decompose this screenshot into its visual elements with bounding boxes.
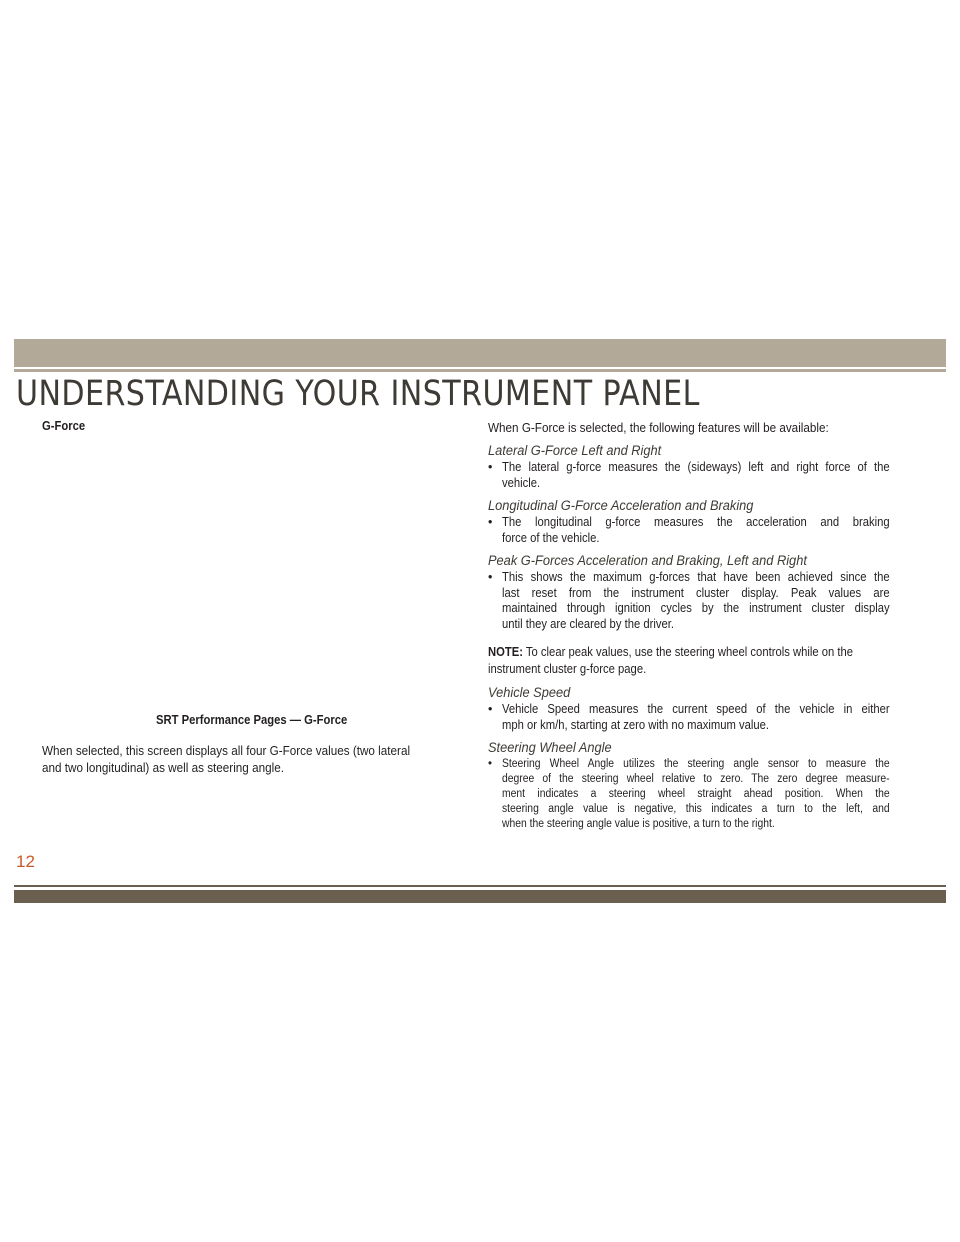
feature-heading-text: Longitudinal G-Force Acceleration and Braking — [488, 498, 754, 513]
intro-text: When G-Force is selected, the following features will be available: — [488, 420, 829, 435]
section-title: UNDERSTANDING YOUR INSTRUMENT PANEL — [16, 374, 700, 414]
bullet-line: steering angle value is negative, this indicates a turn to the left, and — [502, 803, 890, 815]
header-band — [14, 339, 946, 367]
note-paragraph — [488, 644, 890, 678]
feature-heading-text: Peak G-Forces Acceleration and Braking, Left and Right — [488, 553, 807, 568]
bullet-item — [488, 702, 890, 733]
bullet-line: degree of the steering wheel relative to zero. The zero degree measure- — [502, 773, 890, 785]
note-line: instrument cluster g-force page. — [488, 662, 647, 676]
bullet-line: last reset from the instrument cluster display. Peak values are — [502, 585, 890, 600]
bullet-marker: • — [488, 758, 493, 770]
figure-caption — [42, 713, 442, 731]
bullet-item — [488, 515, 890, 546]
feature-heading-text: Lateral G-Force Left and Right — [488, 443, 662, 458]
page-number: 12 — [16, 852, 35, 871]
bullet-item — [488, 757, 890, 832]
feature-heading — [488, 685, 890, 700]
bullet-item — [488, 460, 890, 491]
intro-paragraph — [488, 419, 890, 436]
figure-placeholder — [42, 433, 442, 713]
feature-heading — [488, 740, 890, 755]
gforce-heading-text: G-Force — [42, 419, 86, 433]
bullet-line: Steering Wheel Angle utilizes the steering angle sensor to measure the — [502, 758, 890, 770]
left-body-line: When selected, this screen displays all four G-Force values (two lateral — [42, 743, 411, 758]
bullet-marker: • — [488, 570, 493, 584]
feature-heading — [488, 498, 890, 513]
right-column — [488, 419, 890, 832]
feature-heading — [488, 553, 890, 568]
bullet-item — [488, 570, 890, 632]
left-body-paragraph — [42, 743, 442, 776]
feature-heading — [488, 443, 890, 458]
figure-caption-text: SRT Performance Pages — G-Force — [155, 713, 348, 727]
bullet-marker: • — [488, 702, 493, 716]
bullet-line: ment indicates a steering wheel straight ahead position. When the — [502, 788, 890, 800]
note-label: NOTE: — [488, 645, 524, 659]
footer-rule — [14, 885, 946, 887]
feature-heading-text: Vehicle Speed — [488, 685, 571, 700]
gforce-heading — [42, 419, 442, 433]
bullet-line: maintained through ignition cycles by the instrument cluster display — [502, 601, 890, 615]
bullet-line: mph or km/h, starting at zero with no maximum value. — [502, 717, 769, 732]
footer-band — [14, 890, 946, 903]
bullet-line: until they are cleared by the driver. — [502, 616, 674, 631]
feature-heading-text: Steering Wheel Angle — [488, 740, 612, 755]
bullet-line: Vehicle Speed measures the current speed of the vehicle in either — [502, 702, 890, 716]
bullet-line: This shows the maximum g-forces that have been achieved since the — [502, 570, 890, 584]
note-text: To clear peak values, use the steering wheel controls while on the — [525, 645, 853, 659]
bullet-marker: • — [488, 460, 493, 474]
bullet-line: The longitudinal g-force measures the acceleration and braking — [502, 515, 890, 529]
bullet-line: The lateral g-force measures the (sideways) left and right force of the — [502, 460, 890, 474]
left-column — [42, 419, 442, 776]
bullet-line: force of the vehicle. — [502, 530, 600, 545]
left-body-line: and two longitudinal) as well as steering angle. — [42, 759, 284, 775]
bullet-line: vehicle. — [502, 475, 541, 490]
bullet-marker: • — [488, 515, 493, 529]
bullet-line: when the steering angle value is positive, a turn to the right. — [502, 818, 775, 830]
note-line — [488, 644, 853, 661]
